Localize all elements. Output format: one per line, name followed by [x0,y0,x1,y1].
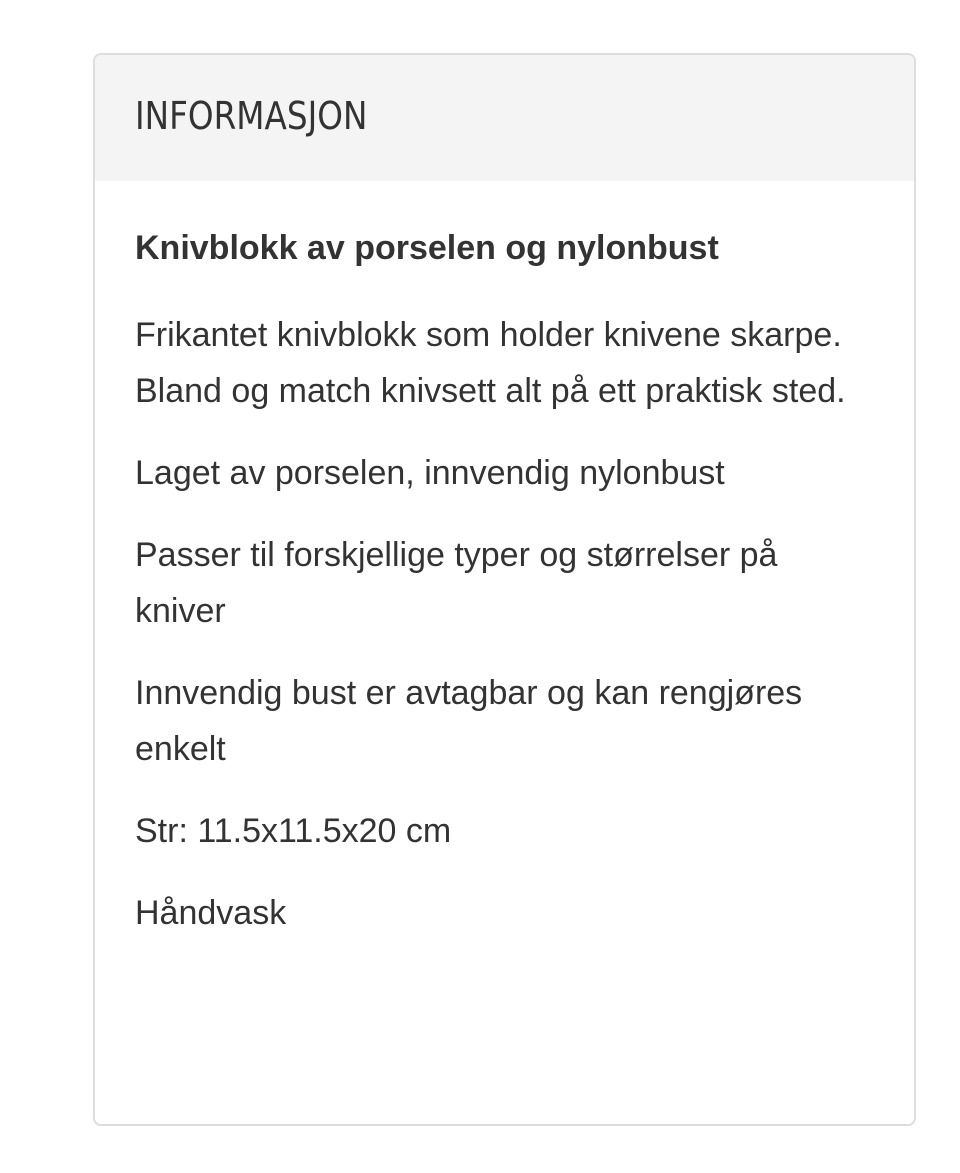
information-panel [93,53,916,1126]
material-paragraph: Laget av porselen, innvendig nylonbust [135,454,725,492]
panel-title: INFORMASJON [135,94,368,138]
cleaning-paragraph: Innvendig bust er avtagbar og kan rengjøres enkelt [135,674,803,768]
description-paragraph: Frikantet knivblokk som holder knivene skarpe. Bland og match knivsett alt på ett praktisk sted. [135,316,846,410]
fit-paragraph: Passer til forskjellige typer og størrelser på kniver [135,536,778,630]
panel-header [95,55,914,181]
product-name: Knivblokk av porselen og nylonbust [135,229,719,267]
panel-body [95,181,914,941]
size-paragraph: Str: 11.5x11.5x20 cm [135,812,452,850]
care-paragraph: Håndvask [135,894,287,932]
